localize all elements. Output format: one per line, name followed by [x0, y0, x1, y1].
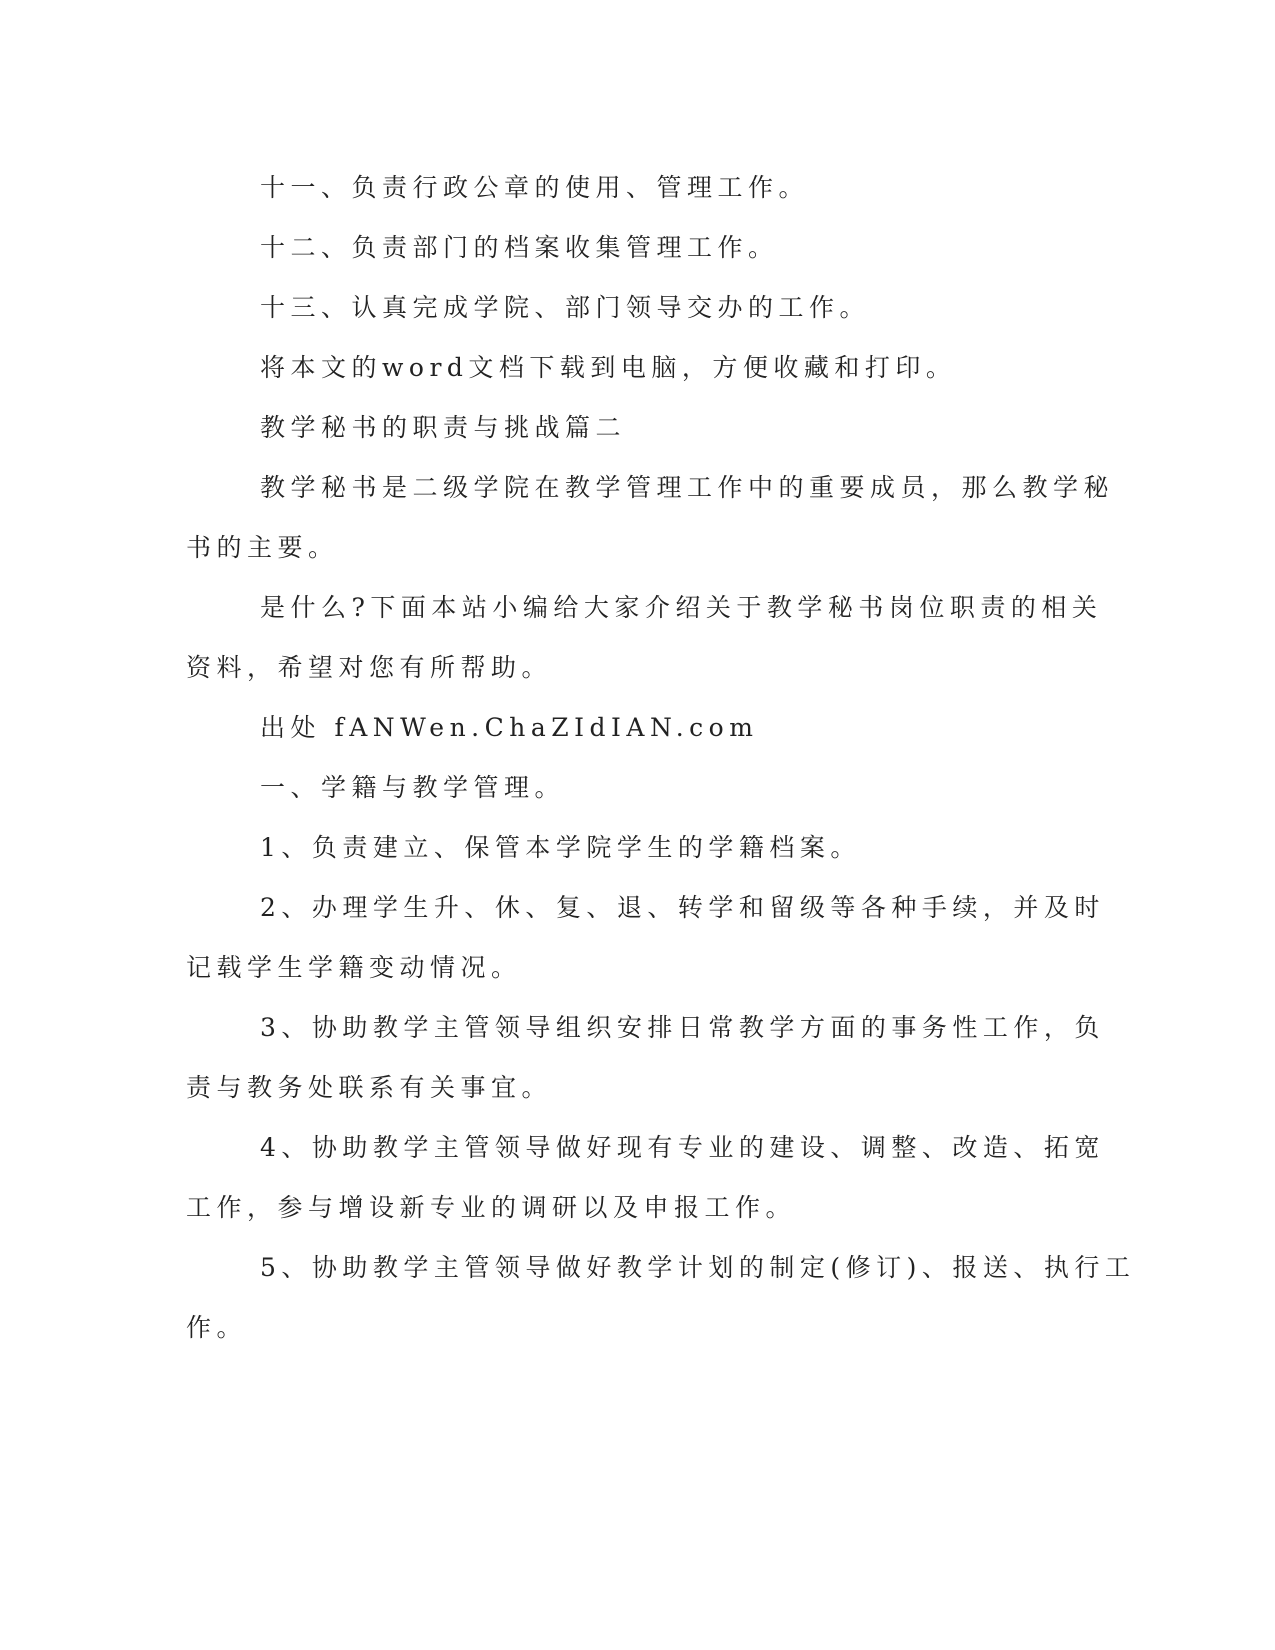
- list-item: [186, 818, 1076, 878]
- text-line: 5、协助教学主管领导做好教学计划的制定(修订)、报送、执行工: [260, 1253, 1136, 1282]
- text-line: 资料，希望对您有所帮助。: [186, 653, 553, 682]
- text-line: 责与教务处联系有关事宜。: [186, 1073, 553, 1102]
- text-line: 记载学生学籍变动情况。: [186, 953, 522, 982]
- text-line: 一、学籍与教学管理。: [260, 773, 566, 802]
- paragraph: [186, 338, 1076, 398]
- text-line: 将本文的word文档下载到电脑，方便收藏和打印。: [260, 353, 957, 382]
- text-line: 教学秘书的职责与挑战篇二: [260, 413, 627, 442]
- text-line: 十二、负责部门的档案收集管理工作。: [260, 233, 779, 262]
- text-line: 是什么?下面本站小编给大家介绍关于教学秘书岗位职责的相关: [260, 593, 1103, 622]
- paragraph: [186, 158, 1076, 218]
- text-line: 1、负责建立、保管本学院学生的学籍档案。: [260, 833, 861, 862]
- paragraph: [186, 578, 1103, 698]
- document-body: [186, 158, 1136, 1358]
- source-line: [186, 698, 1076, 758]
- text-line: 十一、负责行政公章的使用、管理工作。: [260, 173, 810, 202]
- list-item: [186, 1118, 1105, 1238]
- text-line: 出处 fANWen.ChaZIdIAN.com: [260, 713, 759, 742]
- section-heading: [186, 398, 1076, 458]
- section-heading: [186, 758, 1076, 818]
- text-line: 3、协助教学主管领导组织安排日常教学方面的事务性工作，负: [260, 1013, 1105, 1042]
- paragraph: [186, 218, 1076, 278]
- list-item: [186, 1238, 1136, 1358]
- paragraph: [186, 458, 1115, 578]
- text-line: 十三、认真完成学院、部门领导交办的工作。: [260, 293, 871, 322]
- text-line: 书的主要。: [186, 533, 339, 562]
- text-line: 教学秘书是二级学院在教学管理工作中的重要成员，那么教学秘: [260, 473, 1115, 502]
- text-line: 工作，参与增设新专业的调研以及申报工作。: [186, 1193, 797, 1222]
- text-line: 作。: [186, 1313, 248, 1342]
- list-item: [186, 878, 1105, 998]
- text-line: 2、办理学生升、休、复、退、转学和留级等各种手续，并及时: [260, 893, 1105, 922]
- text-line: 4、协助教学主管领导做好现有专业的建设、调整、改造、拓宽: [260, 1133, 1105, 1162]
- paragraph: [186, 278, 1076, 338]
- list-item: [186, 998, 1105, 1118]
